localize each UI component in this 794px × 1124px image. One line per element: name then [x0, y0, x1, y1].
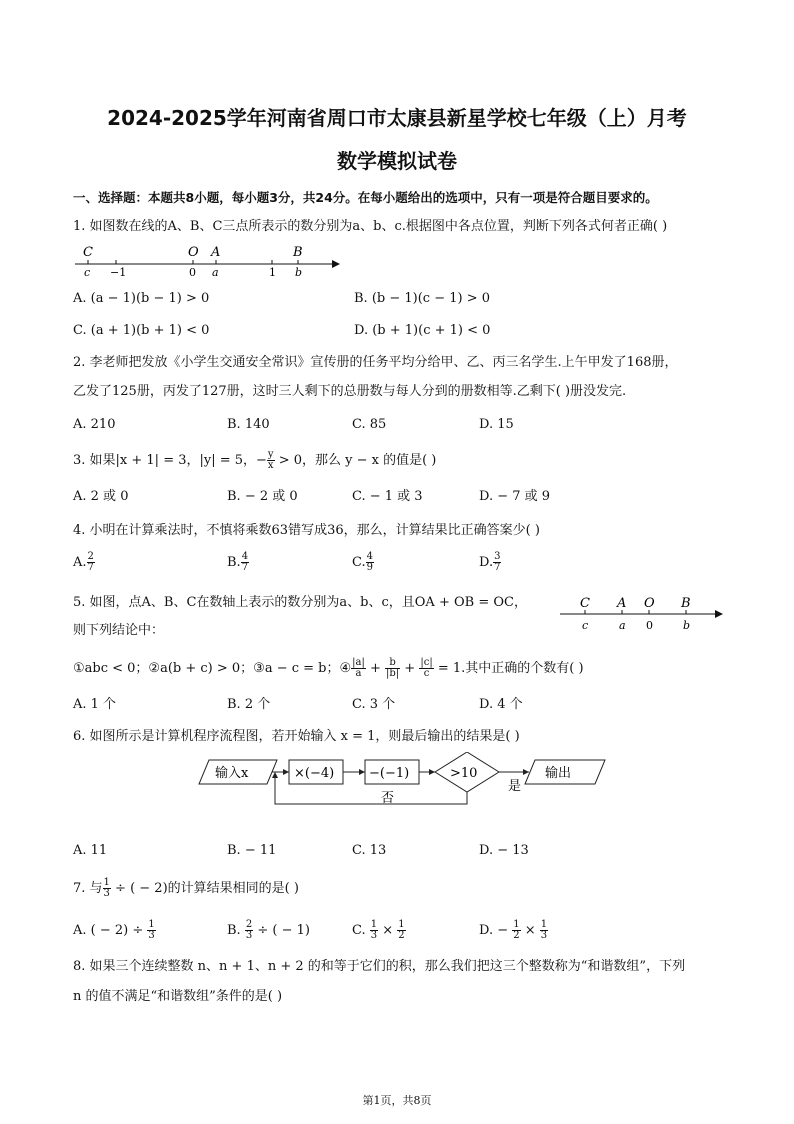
- q5-plus1: +: [365, 661, 386, 676]
- q7-a-num: 1: [148, 919, 155, 930]
- q1-label-O: O: [188, 245, 199, 260]
- q7-frac: [103, 878, 111, 899]
- q7-b-num: 2: [245, 919, 253, 930]
- q5-statements: [73, 658, 584, 679]
- q5-plus2: +: [400, 661, 420, 676]
- flow-input-text: 输入x: [215, 766, 249, 781]
- q7-d-frac1: [512, 920, 520, 941]
- q7-b-frac: [245, 920, 253, 941]
- q2-option-c[interactable]: C. 85: [352, 417, 387, 432]
- q7-den: 3: [103, 888, 110, 899]
- q7-option-a[interactable]: [73, 920, 156, 941]
- q5-frac3: [419, 658, 433, 679]
- q1-number-line: [70, 242, 340, 278]
- q4-c-frac: [366, 552, 374, 573]
- q6-option-a[interactable]: A. 11: [73, 843, 108, 858]
- section-heading: 一、选择题：本题共8小题，每小题3分，共24分。在每小题给出的选项中，只有一项是符合题目要求的。: [73, 190, 658, 205]
- q5-option-d[interactable]: D. 4 个: [479, 697, 523, 712]
- q7-b-den: 3: [245, 930, 253, 941]
- q1-option-b[interactable]: B. (b − 1)(c − 1) > 0: [354, 291, 490, 306]
- q1-label-A: A: [211, 245, 221, 260]
- q7-c-frac1: [370, 920, 378, 941]
- q5-s2: = 1.其中正确的个数有( ): [433, 661, 584, 676]
- q7-option-b[interactable]: [227, 920, 310, 941]
- q3-frac-den: x: [267, 460, 274, 471]
- q5-label-B: B: [681, 596, 691, 611]
- q4-b-num: 4: [241, 551, 249, 562]
- q5-tick-a: a: [619, 619, 626, 632]
- q5-label-O: O: [644, 596, 655, 611]
- q7-c-pre: C.: [352, 923, 370, 938]
- q7-a-den: 3: [148, 930, 155, 941]
- q7-option-c[interactable]: [352, 920, 406, 941]
- q4-b-den: 7: [241, 562, 249, 573]
- q5-f3-den: c: [423, 668, 430, 679]
- q4-a-num: 2: [87, 551, 94, 562]
- q3-option-d[interactable]: D. − 7 或 9: [479, 489, 551, 504]
- q5-frac2: [385, 658, 400, 679]
- q5-tick-c: c: [582, 619, 589, 632]
- q7-a-pre: A. ( − 2) ÷: [73, 923, 148, 938]
- q4-c-den: 9: [366, 562, 373, 573]
- q4-b-frac: [241, 552, 249, 573]
- q7-d-pre: D. −: [479, 923, 513, 938]
- q7-a-frac: [147, 920, 155, 941]
- q2-option-d[interactable]: D. 15: [479, 417, 514, 432]
- q5-f2-den: |b|: [386, 668, 400, 679]
- title-line2: 数学模拟试卷: [337, 149, 457, 173]
- q5-f1-num: |a|: [352, 657, 365, 668]
- q7-stem: [73, 878, 299, 899]
- flow-output-text: 输出: [545, 766, 572, 781]
- q7-d-op: ×: [520, 923, 540, 938]
- q7-pre: 7. 与: [73, 881, 103, 896]
- q5-option-c[interactable]: C. 3 个: [352, 697, 396, 712]
- flow-step1-text: ×(−4): [294, 766, 335, 781]
- q2-option-b[interactable]: B. 140: [227, 417, 270, 432]
- q7-d-den2: 3: [540, 930, 548, 941]
- q1-label-C: C: [83, 245, 93, 260]
- q5-label-C: C: [580, 596, 590, 611]
- q1-tick-c: c: [84, 266, 91, 278]
- q7-d-num2: 1: [540, 919, 548, 930]
- q5-frac1: [351, 658, 366, 679]
- q5-s1: ①abc < 0；②a(b + c) > 0；③a − c = b；④: [73, 661, 352, 676]
- q5-stem-line1: 5. 如图，点A、B、C在数轴上表示的数分别为a、b、c，且OA + OB = OC，: [73, 595, 527, 610]
- q7-num: 1: [103, 877, 110, 888]
- title-line1: 2024-2025学年河南省周口市太康县新星学校七年级（上）月考: [107, 106, 687, 130]
- q5-option-b[interactable]: B. 2 个: [227, 697, 271, 712]
- q7-c-den1: 3: [370, 930, 378, 941]
- q7-c-frac2: [397, 920, 405, 941]
- q2-option-a[interactable]: A. 210: [73, 417, 116, 432]
- q6-option-c[interactable]: C. 13: [352, 843, 387, 858]
- q3-option-c[interactable]: C. − 1 或 3: [352, 489, 423, 504]
- flow-yes-label: 是: [508, 779, 522, 794]
- q6-stem: 6. 如图所示是计算机程序流程图，若开始输入 x = 1，则最后输出的结果是( ): [73, 729, 520, 744]
- q3-stem: [73, 450, 436, 471]
- q7-c-op: ×: [378, 923, 398, 938]
- q3-frac-num: y: [267, 449, 274, 460]
- q6-option-b[interactable]: B. − 11: [227, 843, 277, 858]
- q3-stem-pre: 3. 如果|x + 1| = 3，|y| = 5，−: [73, 453, 267, 468]
- q4-option-a[interactable]: [73, 552, 95, 573]
- q5-option-a[interactable]: A. 1 个: [73, 697, 117, 712]
- q1-stem: 1. 如图数在线的A、B、C三点所表示的数分别为a、b、c.根据图中各点位置，判断下列各式何者正确( ): [73, 219, 668, 234]
- q5-number-line: [555, 594, 725, 636]
- q1-tick-0: 0: [189, 266, 196, 278]
- q6-flowchart: [195, 752, 615, 812]
- q4-a-frac: [87, 552, 95, 573]
- q5-f3-num: |c|: [420, 657, 433, 668]
- q7-c-den2: 2: [398, 930, 405, 941]
- q1-label-B: B: [293, 245, 303, 260]
- q2-stem-line2: 乙发了125册，丙发了127册，这时三人剩下的总册数与每人分到的册数相等.乙剩下( )册没发完.: [73, 384, 627, 399]
- q7-post: ÷ ( − 2)的计算结果相同的是( ): [110, 881, 299, 896]
- q1-tick-1: 1: [269, 266, 276, 278]
- q7-b-pre: B.: [227, 923, 245, 938]
- q3-option-b[interactable]: B. − 2 或 0: [227, 489, 298, 504]
- q1-option-d[interactable]: D. (b + 1)(c + 1) < 0: [354, 323, 491, 338]
- q5-stem-line2: 则下列结论中：: [73, 623, 165, 638]
- q7-c-num2: 1: [398, 919, 405, 930]
- q8-stem-line2: n 的值不满足“和谐数组”条件的是( ): [73, 989, 283, 1004]
- q4-a-den: 7: [87, 562, 94, 573]
- q7-d-num1: 1: [513, 919, 520, 930]
- q4-d-den: 7: [494, 562, 501, 573]
- q1-option-a[interactable]: A. (a − 1)(b − 1) > 0: [73, 291, 210, 306]
- q3-option-a[interactable]: A. 2 或 0: [73, 489, 129, 504]
- q4-stem: 4. 小明在计算乘法时，不慎将乘数63错写成36，那么，计算结果比正确答案少( ): [73, 523, 540, 538]
- q4-a-label: A.: [73, 555, 87, 570]
- q2-stem-line1: 2. 李老师把发放《小学生交通安全常识》宣传册的任务平均分给甲、乙、丙三名学生.上午甲发了168册，: [73, 355, 678, 370]
- q4-b-label: B.: [227, 555, 241, 570]
- q7-d-den1: 2: [513, 930, 520, 941]
- q7-option-d[interactable]: [479, 920, 548, 941]
- q4-c-label: C.: [352, 555, 366, 570]
- q4-option-c[interactable]: [352, 552, 374, 573]
- q4-c-num: 4: [366, 551, 373, 562]
- q5-tick-b: b: [683, 619, 691, 632]
- q7-b-post: ÷ ( − 1): [253, 923, 310, 938]
- q5-tick-0: 0: [646, 619, 653, 632]
- q6-option-d[interactable]: D. − 13: [479, 843, 529, 858]
- q3-stem-post: > 0，那么 y − x 的值是( ): [274, 453, 437, 468]
- q1-tick-b: b: [295, 266, 303, 278]
- q7-d-frac2: [540, 920, 548, 941]
- q3-fraction: [267, 450, 275, 471]
- q5-f2-num: b: [385, 658, 400, 669]
- flow-no-label: 否: [381, 791, 395, 806]
- q5-label-A: A: [617, 596, 627, 611]
- q1-tick-a: a: [212, 266, 219, 278]
- flow-cond-text: >10: [450, 766, 478, 781]
- q8-stem-line1: 8. 如果三个连续整数 n、n + 1、n + 2 的和等于它们的积，那么我们把这三个整数称为“和谐数组”，下列: [73, 959, 686, 974]
- q5-f1-den: a: [355, 668, 362, 679]
- q7-c-num1: 1: [370, 919, 378, 930]
- flow-step2-text: −(−1): [369, 766, 410, 781]
- q4-option-d[interactable]: [479, 552, 501, 573]
- q4-d-num: 3: [494, 551, 501, 562]
- q4-option-b[interactable]: [227, 552, 249, 573]
- q4-d-frac: [493, 552, 501, 573]
- page-footer: 第1页，共8页: [362, 1094, 432, 1107]
- q1-option-c[interactable]: C. (a + 1)(b + 1) < 0: [73, 323, 210, 338]
- q1-tick-neg1: −1: [110, 266, 127, 278]
- q4-d-label: D.: [479, 555, 494, 570]
